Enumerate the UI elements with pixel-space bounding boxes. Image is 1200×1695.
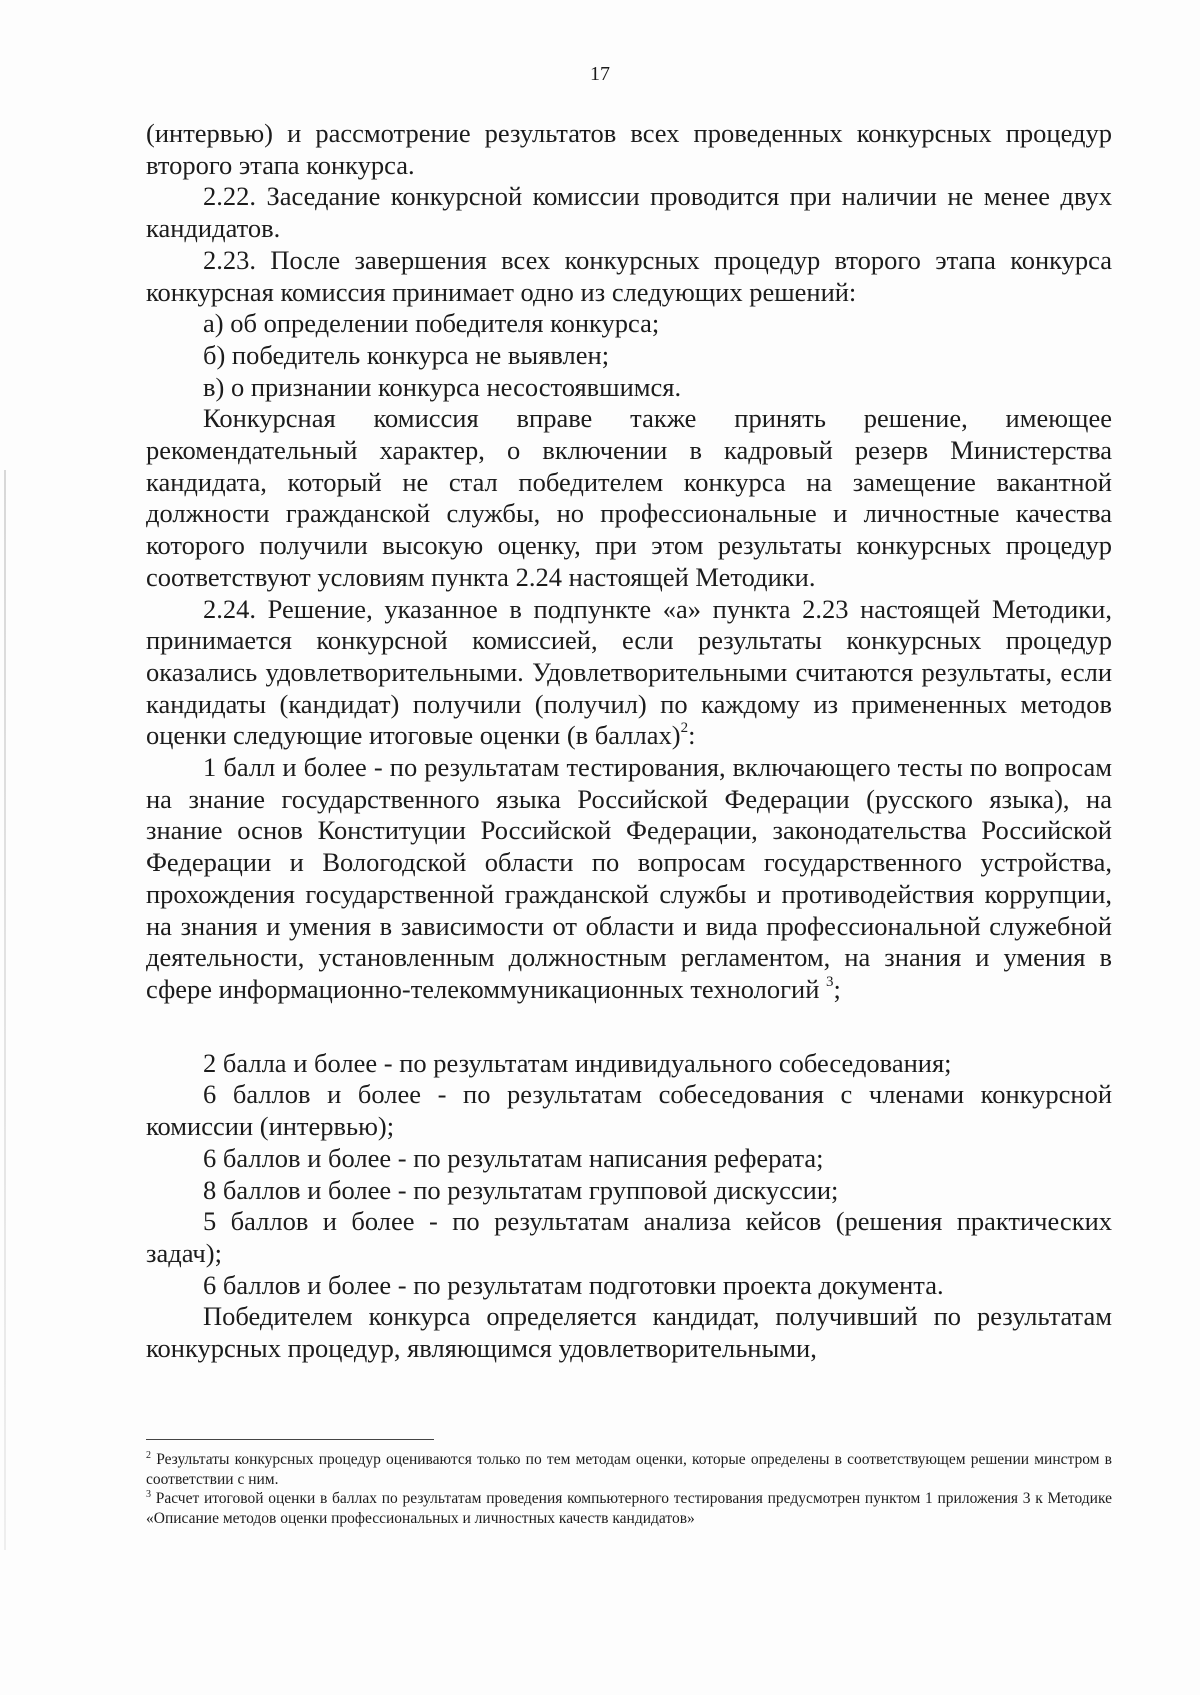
paragraph-2-24-colon: : — [688, 720, 696, 751]
footnotes — [146, 1450, 1112, 1528]
list-item-b: б) победитель конкурса не выявлен; — [203, 339, 610, 370]
score-testing-semicolon: ; — [833, 973, 841, 1004]
list-item-v: в) о признании конкурса несостоявшимся. — [203, 371, 682, 402]
footnote-separator — [146, 1439, 434, 1440]
score-essay: 6 баллов и более - по результатам написания реферата; — [203, 1142, 824, 1173]
paragraph-winner: Победителем конкурса определяется кандидат, получивший по результатам конкурсных процедур, являющимся удовлетворительными, — [146, 1301, 1112, 1364]
footnote-2-text: Результаты конкурсных процедур оцениваются только по тем методам оценки, которые определены в соответствующем решении минстром в соответствии с ним. — [146, 1451, 1112, 1488]
paragraph-2-24 — [146, 594, 1112, 753]
list-item-a: а) об определении победителя конкурса; — [203, 308, 660, 339]
scan-edge-shadow — [4, 470, 6, 1550]
score-individual-interview: 2 балла и более - по результатам индивидуального собеседования; — [203, 1047, 952, 1078]
paragraph-2-24-text: 2.24. Решение, указанное в подпункте «а» пункта 2.23 настоящей Методики, принимается конкурсной комиссией, если результаты конкурсных процедур оказались удовлетворительными. Удовлетворительными считаются результаты, если кандидаты (кандидат) получили (получил) по каждому из примененных методов оценки следующие итоговые оценки (в баллах) — [146, 593, 1112, 751]
footnote-2 — [146, 1450, 1112, 1489]
page-number: 17 — [590, 63, 610, 85]
footnote-3 — [146, 1489, 1112, 1528]
footnote-marker-2: 2 — [146, 1450, 151, 1461]
score-commission-interview: 6 баллов и более - по результатам собеседования с членами конкурсной комиссии (интервью); — [146, 1079, 1112, 1142]
score-group-discussion: 8 баллов и более - по результатам групповой дискуссии; — [203, 1174, 839, 1205]
score-document-draft: 6 баллов и более - по результатам подготовки проекта документа. — [203, 1269, 944, 1300]
footnote-3-text: Расчет итоговой оценки в баллах по результатам проведения компьютерного тестирования предусмотрен пунктом 1 приложения 3 к Методике «Описание методов оценки профессиональных и личностных качеств кандидатов» — [146, 1490, 1112, 1527]
score-testing — [146, 752, 1112, 1006]
document-body — [146, 118, 1112, 1365]
footnote-marker-3: 3 — [146, 1489, 151, 1500]
paragraph-2-23: 2.23. После завершения всех конкурсных процедур второго этапа конкурса конкурсная комиссия принимает одно из следующих решений: — [146, 244, 1112, 307]
blank-line — [146, 1006, 1112, 1048]
paragraph-reserve: Конкурсная комиссия вправе также принять решение, имеющее рекомендательный характер, о включении в кадровый резерв Министерства кандидата, который не стал победителем конкурса на замещение вакантной должности гражданской службы, но профессиональные и личностные качества которого получили высокую оценку, при этом результаты конкурсных процедур соответствуют условиям пункта 2.24 настоящей Методики. — [146, 403, 1112, 592]
score-testing-text: 1 балл и более - по результатам тестирования, включающего тесты по вопросам на знание государственного языка Российской Федерации (русского языка), на знание основ Конституции Российской Федерации, законодательства Российской Федерации и Вологодской области по вопросам государственного устройства, прохождения государственной гражданской службы и противодействия коррупции, на знания и умения в зависимости от области и вида профессиональной служебной деятельности, установленным должностным регламентом, на знания и умения в сфере информационно-телекоммуникационных технологий — [146, 752, 1112, 1004]
footnote-ref-2: 2 — [680, 720, 689, 737]
score-case-analysis: 5 баллов и более - по результатам анализа кейсов (решения практических задач); — [146, 1206, 1112, 1268]
paragraph-2-22: 2.22. Заседание конкурсной комиссии проводится при наличии не менее двух кандидатов. — [146, 181, 1112, 244]
footnote-ref-3: 3 — [826, 973, 834, 990]
paragraph-continuation: (интервью) и рассмотрение результатов всех проведенных конкурсных процедур второго этапа конкурса. — [146, 118, 1112, 180]
